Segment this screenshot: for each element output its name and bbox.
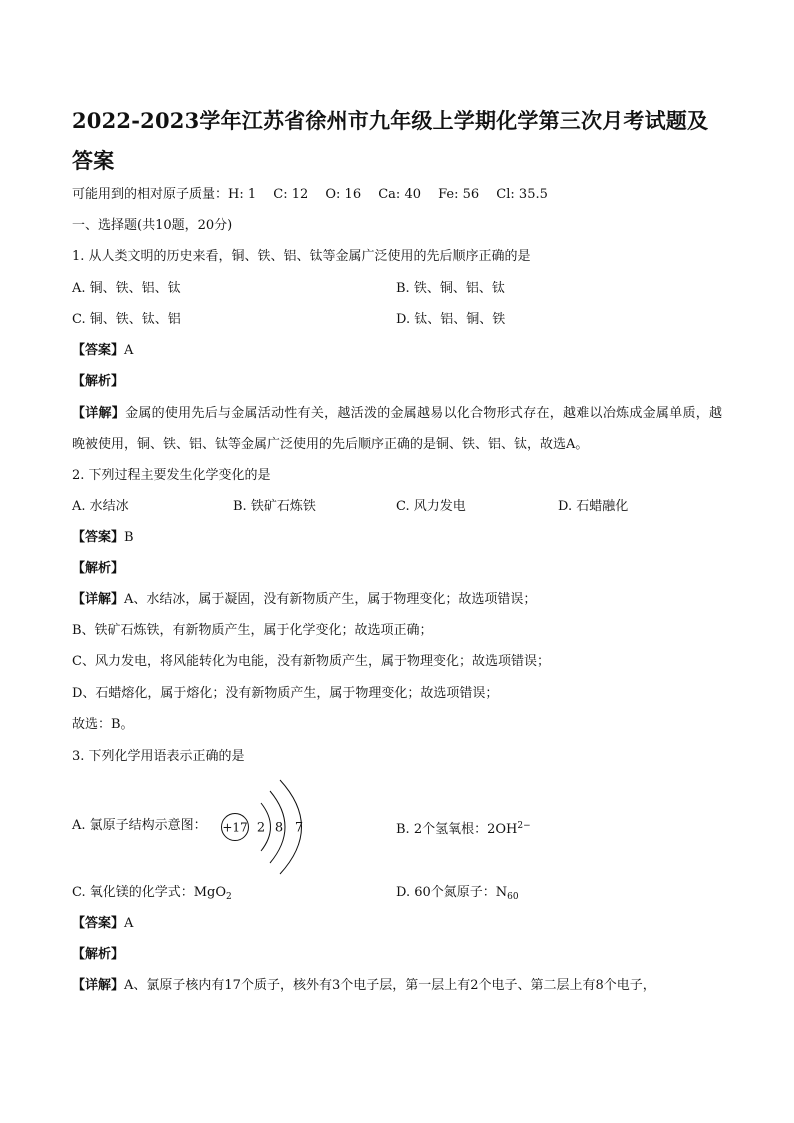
detail-label: 【详解】 [72,406,126,421]
section-heading: 一、选择题(共10题，20分) [72,218,233,233]
question-1-stem: 1. 从人类文明的历史来看，铜、铁、铝、钛等金属广泛使用的先后顺序正确的是 [72,249,531,264]
answer-label: 【答案】 [72,530,125,545]
detail-text: 金属的使用先后与金属活动性有关，越活泼的金属越易以化合物形式存在，越难以冶炼成金属单质，越晚被使用，铜、铁、铝、钛等金属广泛使用的先后顺序正确的是铜、铁、铝、钛，故选A。 [72,406,722,452]
nitrogen-subscript: 60 [507,892,519,902]
chlorine-atom-diagram [220,778,370,878]
analysis-label: 【解析】 [72,561,125,576]
mgo-subscript: 2 [226,892,232,902]
question-2-answer [72,529,134,547]
answer-label: 【答案】 [72,343,125,358]
question-1-answer [72,342,133,360]
page-title: 2022-2023学年江苏省徐州市九年级上学期化学第三次月考试题及答案 [72,108,709,173]
question-1-option-c: C. 铜、铁、钛、铝 [72,312,181,327]
question-1-option-a: A. 铜、铁、铝、钛 [72,281,181,296]
mgo-formula: MgO [193,885,227,900]
question-3-option-b [396,817,531,839]
answer-value: B [124,530,134,545]
hydroxide-charge: 2− [517,821,531,831]
nitrogen-formula: N [495,885,508,900]
question-2-analysis-label [72,560,124,578]
answer-label: 【答案】 [72,916,125,931]
answer-value: A [124,916,134,931]
question-2-detail-d: D、石蜡熔化，属于熔化；没有新物质产生，属于物理变化；故选项错误； [72,686,499,701]
question-1-detail [72,398,722,460]
shell-3-electrons: 7 [294,820,304,836]
question-3-option-d [396,884,519,906]
shell-2-electrons: 8 [274,820,284,836]
question-2-detail-a [72,591,536,609]
question-3-option-c [72,884,232,906]
detail-label: 【详解】 [72,978,125,993]
question-2-stem: 2. 下列过程主要发生化学变化的是 [72,468,271,483]
hydroxide-formula: 2OH [487,822,518,837]
question-3-analysis-label [72,946,124,964]
question-3-detail [72,977,656,995]
detail-label: 【详解】 [72,592,125,607]
analysis-label: 【解析】 [72,374,125,389]
question-3-answer [72,915,133,933]
question-1-option-d: D. 钛、铝、铜、铁 [396,312,506,327]
answer-value: A [124,343,134,358]
detail-text: A、水结冰，属于凝固，没有新物质产生，属于物理变化；故选项错误； [124,592,537,607]
option-b-text: B. 2个氢氧根： [396,822,488,837]
question-2-option-d: D. 石蜡融化 [558,499,629,514]
option-d-text: D. 60个氮原子： [396,885,496,900]
question-2-conclusion: 故选：B。 [72,717,134,732]
atom-nucleus-label: +17 [222,820,248,835]
question-1-analysis-label [72,373,124,391]
question-2-detail-b: B、铁矿石炼铁，有新物质产生，属于化学变化；故选项正确； [72,623,433,638]
question-3-stem: 3. 下列化学用语表示正确的是 [72,749,245,764]
question-2-option-a: A. 水结冰 [72,499,129,514]
analysis-label: 【解析】 [72,947,125,962]
detail-text: A、氯原子核内有17个质子，核外有3个电子层，第一层上有2个电子、第二层上有8个电子， [124,978,656,993]
atomic-mass-line: 可能用到的相对原子质量：H: 1 C: 12 O: 16 Ca: 40 Fe: 56 Cl: 35.5 [72,187,548,202]
question-3-option-a: A. 氯原子结构示意图： [72,818,207,833]
question-2-detail-c: C、风力发电，将风能转化为电能，没有新物质产生，属于物理变化；故选项错误； [72,654,550,669]
question-1-option-b: B. 铁、铜、铝、钛 [396,281,505,296]
question-2-option-c: C. 风力发电 [396,499,466,514]
shell-1-electrons: 2 [256,820,266,836]
question-2-option-b: B. 铁矿石炼铁 [233,499,316,514]
option-c-text: C. 氧化镁的化学式： [72,885,194,900]
